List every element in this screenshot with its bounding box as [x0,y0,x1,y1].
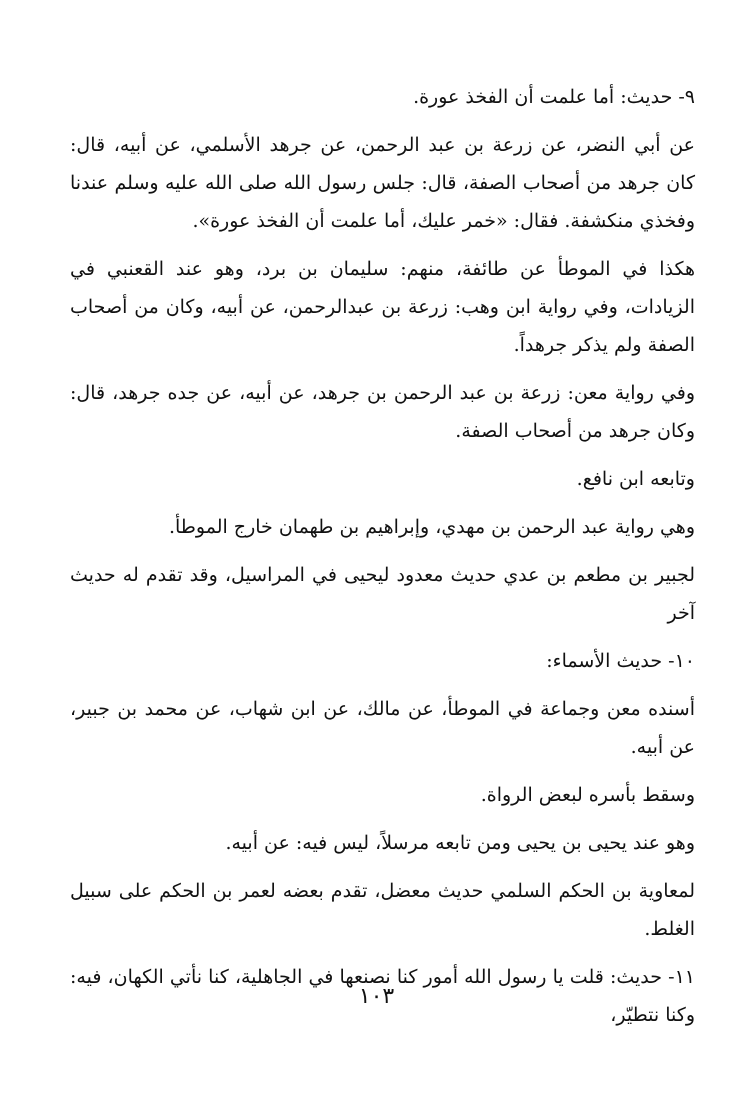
hadith-10-isnad: أسنده معن وجماعة في الموطأ، عن مالك، عن ابن شهاب، عن محمد بن جبير، عن أبيه. [70,698,695,758]
muwatta-note: هكذا في الموطأ عن طائفة، منهم: سليمان بن برد، وهو عند القعنبي في الزيادات، وفي رواية ابن وهب: زرعة بن عبدالرحمن، عن أبيه، وكان من أصحاب الصفة ولم يذكر جرهداً. [70,258,695,356]
yahya-mursal-note: وهو عند يحيى بن يحيى ومن تابعه مرسلاً، ليس فيه: عن أبيه. [225,832,695,854]
jubayr-note: لجبير بن مطعم بن عدي حديث معدود ليحيى في المراسيل، وقد تقدم له حديث آخر [70,564,695,624]
hadith-10-heading: ١٠- حديث الأسماء: [546,650,695,672]
hadith-9-text: عن أبي النضر، عن زرعة بن عبد الرحمن، عن جرهد الأسلمي، عن أبيه، قال: كان جرهد من أصحاب الصفة، قال: جلس رسول الله صلى الله عليه وسلم عندنا وفخذي منكشفة. فقال: «خمر عليك، أما علمت أن الفخذ عورة». [70,134,695,232]
ibn-nafi-note: وتابعه ابن نافع. [576,468,695,490]
maan-riwaya: وفي رواية معن: زرعة بن عبد الرحمن بن جرهد، عن أبيه، عن جده جرهد، قال: وكان جرهد من أصحاب الصفة. [70,382,695,442]
hadith-9-heading: ٩- حديث: أما علمت أن الفخذ عورة. [413,86,695,108]
dropped-note: وسقط بأسره لبعض الرواة. [480,784,695,806]
muawiya-note: لمعاوية بن الحكم السلمي حديث معضل، تقدم بعضه لعمر بن الحكم على سبيل الغلط. [70,880,695,940]
ibn-mahdi-note: وهي رواية عبد الرحمن بن مهدي، وإبراهيم بن طهمان خارج الموطأ. [168,516,695,538]
page-number: ١٠٣ [358,984,395,1009]
hadith-11-text: ١١- حديث: قلت يا رسول الله أمور كنا نصنعها في الجاهلية، كنا نأتي الكهان، فيه: وكنا نتطيّر، [70,966,695,1026]
